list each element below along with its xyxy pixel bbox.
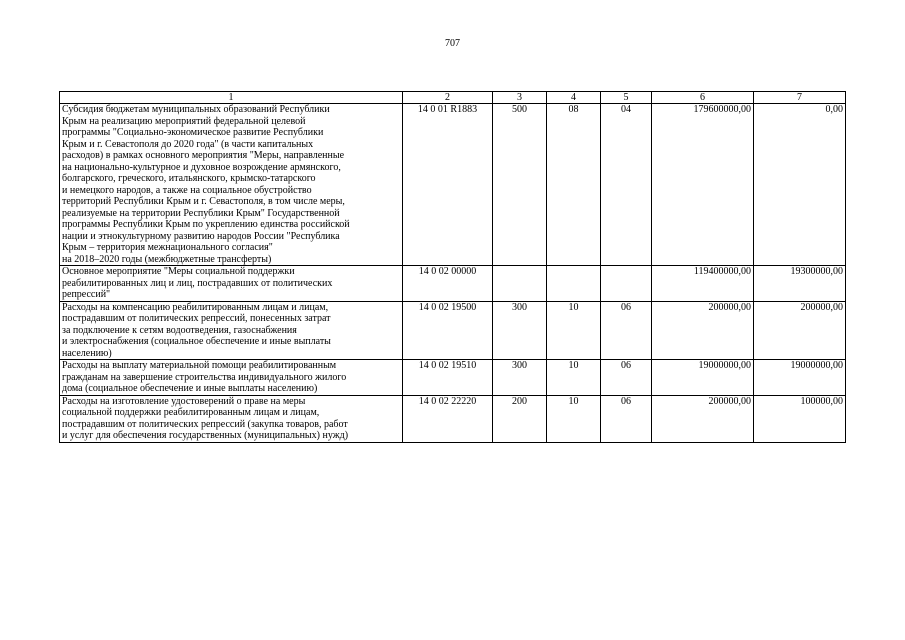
row-subsection: 04 — [601, 104, 652, 266]
budget-table — [59, 91, 846, 443]
row-expense-type: 300 — [493, 301, 547, 360]
row-expense-type: 200 — [493, 395, 547, 442]
row-section: 10 — [547, 395, 601, 442]
row-target-code: 14 0 02 22220 — [403, 395, 493, 442]
row-amount-2020: 19000000,00 — [754, 360, 846, 396]
row-expense-type — [493, 266, 547, 302]
row-section: 10 — [547, 360, 601, 396]
row-section: 10 — [547, 301, 601, 360]
row-expense-type: 500 — [493, 104, 547, 266]
row-subsection: 06 — [601, 301, 652, 360]
row-target-code: 14 0 01 R1883 — [403, 104, 493, 266]
table-row — [60, 266, 846, 302]
header-col-6: 6 — [652, 92, 754, 104]
row-description: Расходы на выплату материальной помощи реабилитированным гражданам на завершение строительства индивидуального жилого дома (социальное обеспечение и иные выплаты населению) — [60, 360, 403, 396]
row-section — [547, 266, 601, 302]
row-amount-2020: 200000,00 — [754, 301, 846, 360]
row-subsection — [601, 266, 652, 302]
header-col-7: 7 — [754, 92, 846, 104]
row-description: Расходы на изготовление удостоверений о праве на меры социальной поддержки реабилитированным лицам и лицам, пострадавшим от политических репрессий (закупка товаров, работ и услуг для обеспечения государственных (муниципальных) нужд) — [60, 395, 403, 442]
row-description: Основное мероприятие "Меры социальной поддержки реабилитированных лиц и лиц, пострадавших от политических репрессий" — [60, 266, 403, 302]
row-expense-type: 300 — [493, 360, 547, 396]
row-description: Расходы на компенсацию реабилитированным лицам и лицам, пострадавшим от политических репрессий, понесенных затрат за подключение к сетям водоотведения, газоснабжения и электроснабжения (социальное обеспечение и иные выплаты населению) — [60, 301, 403, 360]
row-subsection: 06 — [601, 360, 652, 396]
row-amount-2019: 119400000,00 — [652, 266, 754, 302]
header-col-3: 3 — [493, 92, 547, 104]
table-row — [60, 360, 846, 396]
row-subsection: 06 — [601, 395, 652, 442]
row-amount-2020: 19300000,00 — [754, 266, 846, 302]
row-amount-2019: 200000,00 — [652, 395, 754, 442]
row-amount-2019: 200000,00 — [652, 301, 754, 360]
header-col-2: 2 — [403, 92, 493, 104]
row-description: Субсидия бюджетам муниципальных образований Республики Крым на реализацию мероприятий федеральной целевой программы "Социально-экономическое развитие Республики Крым и г. Севастополя до 2020 года" (в части капитальных расходов) в рамках основного мероприятия "Меры, направленные на национально-культурное и духовное возрождение армянского, болгарского, греческого, итальянского, крымско-татарского и немецкого народов, а также на социальное обустройство территорий Республики Крым и г. Севастополя, в том числе меры, реализуемые на территории Республики Крым" Государственной программы Республики Крым по укреплению единства российской нации и этнокультурному развитию народов России "Республика Крым – территория межнационального согласия" на 2018–2020 годы (межбюджетные трансферты) — [60, 104, 403, 266]
header-row — [60, 92, 846, 104]
row-amount-2019: 19000000,00 — [652, 360, 754, 396]
header-col-4: 4 — [547, 92, 601, 104]
page-number: 707 — [445, 38, 460, 49]
table-row — [60, 395, 846, 442]
row-target-code: 14 0 02 19500 — [403, 301, 493, 360]
header-col-5: 5 — [601, 92, 652, 104]
row-target-code: 14 0 02 00000 — [403, 266, 493, 302]
row-amount-2019: 179600000,00 — [652, 104, 754, 266]
row-amount-2020: 0,00 — [754, 104, 846, 266]
row-target-code: 14 0 02 19510 — [403, 360, 493, 396]
table-row — [60, 104, 846, 266]
row-amount-2020: 100000,00 — [754, 395, 846, 442]
table-row — [60, 301, 846, 360]
header-col-1: 1 — [60, 92, 403, 104]
row-section: 08 — [547, 104, 601, 266]
